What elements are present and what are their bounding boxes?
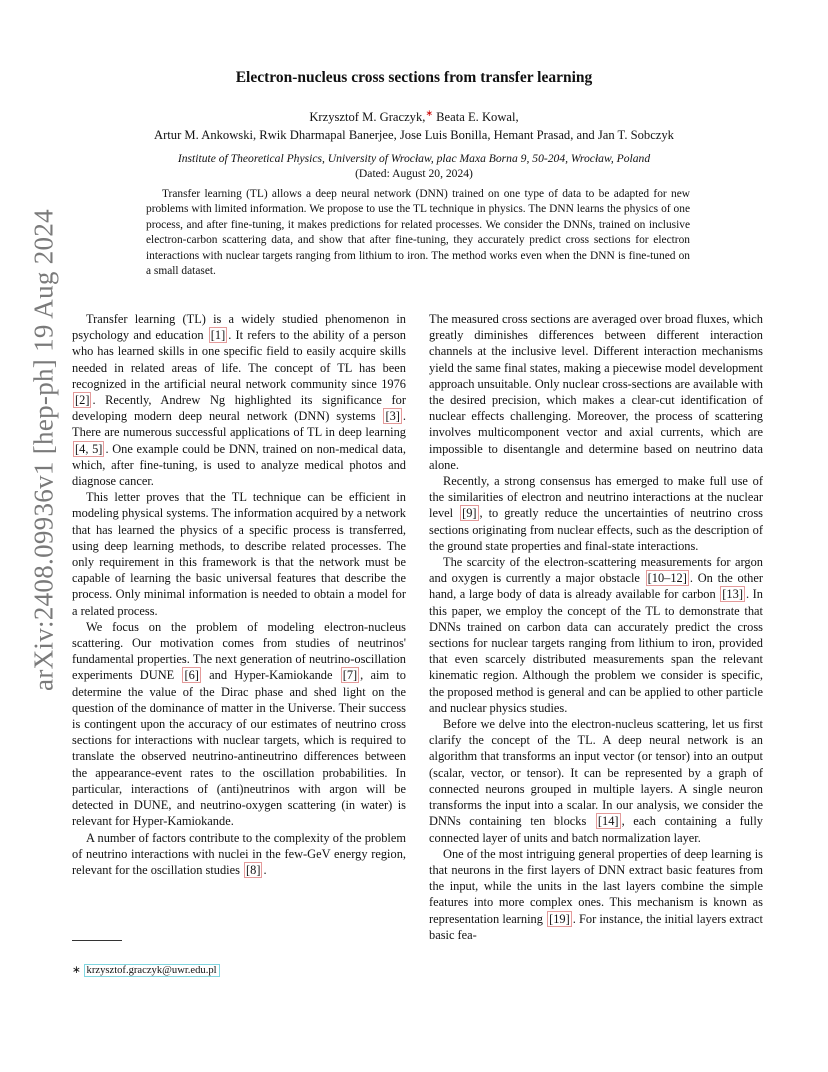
footnote-divider bbox=[72, 940, 122, 941]
paragraph: One of the most intriguing general properties of deep learning is that neurons in the first layers of DNN extract basic features from the input, while the units in the last layers combine the simple features into more complex ones. This mechanism is known as representation learning [19] . For instance, the initial layers extract basic fea- bbox=[429, 846, 763, 942]
citation-link[interactable]: [10–12] bbox=[647, 571, 687, 586]
paragraph: Before we delve into the electron-nucleus scattering, let us first clarify the concept of the TL. A deep neural network is an algorithm that transforms an input vector (or tensor) into an output (scalar, vector, or tensor). It can be represented by a graph of connected neurons grouped in multiple layers. A single neuron transforms the input into a scalar. In our analysis, we consider the DNNs containing ten blocks [14] , each containing a fully connected layer of units and batch normalization layer. bbox=[429, 717, 763, 845]
email-link[interactable]: krzysztof.graczyk@uwr.edu.pl bbox=[84, 964, 220, 977]
citation-link[interactable]: [9] bbox=[462, 506, 477, 521]
author-line-1: Krzysztof M. Graczyk,∗ Beata E. Kowal, bbox=[309, 108, 519, 125]
arxiv-identifier-stamp bbox=[14, 170, 74, 730]
left-column bbox=[72, 311, 406, 878]
footnote-mark-link[interactable]: ∗ bbox=[425, 108, 433, 118]
citation-link[interactable]: [13] bbox=[722, 587, 743, 602]
citation-link[interactable]: [19] bbox=[549, 911, 570, 926]
affiliation: Institute of Theoretical Physics, University of Wrocław, plac Maxa Borna 9, 50-204, Wrocław, Poland bbox=[177, 152, 651, 165]
paragraph: The scarcity of the electron-scattering measurements for argon and oxygen is currently a major obstacle [10–12] . On the other hand, a large body of data is already available for carbon [13] . In this paper, we employ the concept of the TL to demonstrate that DNNs trained on carbon data can accurately predict the cross sections for nuclear targets ranging from lithium to iron, provided that even scarcely distributed measurements span the relevant kinematic region. Although the problem we consider is specific, the proposed method is general and can be applied to other particle and nuclear physics studies. bbox=[429, 555, 763, 715]
footnote-mark: ∗ bbox=[72, 965, 81, 976]
paragraph: Recently, a strong consensus has emerged to make full use of the similarities of electron and neutrino interactions at the nuclear level [9] , to greatly reduce the uncertainties of neutrino cross sections originating from nuclear effects, such as the description of the ground state properties and final-state interactions. bbox=[429, 474, 763, 553]
right-column bbox=[429, 311, 763, 943]
citation-link[interactable]: [8] bbox=[246, 862, 261, 877]
paper-title: Electron-nucleus cross sections from transfer learning bbox=[235, 69, 593, 86]
abstract: Transfer learning (TL) allows a deep neural network (DNN) trained on one type of data to be adapted for new problems with limited information. We propose to use the TL technique in physics. The DNN learns the physics of one process, and after fine-tuning, it makes predictions for related processes. We consider the DNNs, trained on inclusive electron-carbon scattering data, and show that after fine-tuning, they accurately predict cross sections for electron interactions with nuclear targets ranging from lithium to iron. The method works even when the DNN is fine-tuned on a small dataset. bbox=[146, 188, 690, 278]
citation-link[interactable]: [2] bbox=[75, 393, 90, 408]
citation-link[interactable]: [14] bbox=[597, 814, 619, 829]
paragraph: A number of factors contribute to the complexity of the problem of neutrino interactions with nuclei in the few-GeV energy region, relevant for the oscillation studies [8] . bbox=[72, 830, 406, 877]
footnote bbox=[72, 964, 220, 976]
citation-link[interactable]: [6] bbox=[184, 668, 199, 683]
author-line-2: Artur M. Ankowski, Rwik Dharmapal Banerjee, Jose Luis Bonilla, Hemant Prasad, and Jan T. Sobczyk bbox=[154, 128, 674, 143]
citation-link[interactable]: [7] bbox=[342, 668, 358, 683]
dated-line: (Dated: August 20, 2024) bbox=[355, 167, 473, 180]
paragraph: This letter proves that the TL technique can be efficient in modeling physical systems. The information acquired by a network that has learned the physics of a specific process is transferred, using deep learning methods, to describe related processes. The only requirement in this framework is that the network must be capable of learning the basic universal features that describe the process. Only minimal information is needed to obtain a model for a related process. bbox=[72, 490, 406, 618]
arxiv-id: arXiv:2408.09936v1 [hep-ph] 19 Aug 2024 bbox=[28, 209, 59, 691]
author-list bbox=[0, 104, 828, 144]
paragraph: The measured cross sections are averaged over broad fluxes, which greatly diminishes differences between different interaction channels at the inclusive level. Different interaction mechanisms yield the same final states, making a piecewise model development approach unsuitable. Only nuclear cross-sections are available with the desired precision, which makes a clear-cut identification of nuclear effects challenging. Moreover, the process of scattering involves multicomponent vector and axial currents, which are impossible to disentangle and determine based on neutrino data alone. bbox=[429, 312, 763, 472]
citation-link[interactable]: [1] bbox=[210, 328, 226, 343]
paragraph: We focus on the problem of modeling electron-nucleus scattering. Our motivation comes from studies of neutrinos' fundamental properties. The next generation of neutrino-oscillation experiments DUNE [6] and Hyper-Kamiokande [7] , aim to determine the value of the Dirac phase and shed light on the question of the dominance of matter in the Universe. Their success is contingent upon the accuracy of our estimates of neutrino cross sections for interactions with nuclear targets, which is required to translate the observed neutrino-antineutrino differences between the appearance-event rates to the oscillation probabilities. In particular, interactions of (anti)neutrinos with argon will be detected in DUNE, and neutrino-oxygen scattering (in water) is relevant for Hyper-Kamiokande. bbox=[72, 619, 406, 829]
citation-link[interactable]: [4, 5] bbox=[75, 441, 103, 456]
citation-link[interactable]: [3] bbox=[385, 409, 400, 424]
paragraph: Transfer learning (TL) is a widely studied phenomenon in psychology and education [1] . It refers to the ability of a person who has learned skills in one specific field to easily acquire skills needed in related areas of life. The concept of TL has been recognized in the artificial neural network community since 1976 [2] . Recently, Andrew Ng highlighted its significance for developing modern deep neural network (DNN) systems [3] . There are numerous successful applications of TL in deep learning [4, 5] . One example could be DNN, trained on non-medical data, which, after fine-tuning, is used to analyze medical photos and diagnose cancer. bbox=[72, 312, 407, 489]
